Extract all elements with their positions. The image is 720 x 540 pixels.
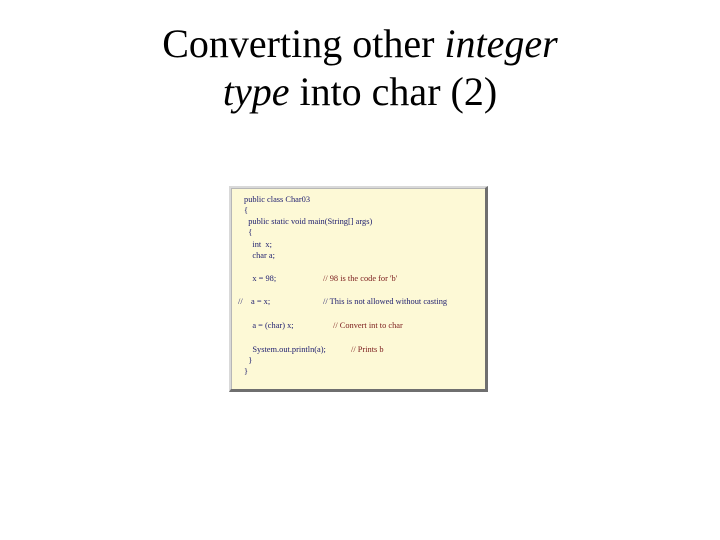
code-line-main-decl: public static void main(String[] args) <box>244 217 373 226</box>
title-text-integer: integer <box>444 21 558 66</box>
code-screenshot <box>229 186 488 392</box>
title-text-type: type <box>222 69 290 114</box>
code-comment-98-is-b: // 98 is the code for 'b' <box>323 274 398 283</box>
slide-title <box>0 20 720 116</box>
code-comment-prints-b: // Prints b <box>351 345 384 354</box>
code-comment-convert: // Convert int to char <box>333 321 403 330</box>
title-line-1 <box>0 20 720 68</box>
code-line-open-brace: { <box>244 206 249 215</box>
code-line-char-a: char a; <box>244 251 275 260</box>
code-comment-not-allowed: // This is not allowed without casting <box>323 297 448 306</box>
title-text-converting: Converting other <box>162 21 445 66</box>
code-line-class-decl: public class Char03 <box>244 195 311 204</box>
code-line-close-brace: } <box>244 367 249 376</box>
code-line-int-x: int x; <box>244 240 272 249</box>
code-line-assign-x: x = 98; <box>244 274 277 283</box>
code-line-println: System.out.println(a); <box>244 345 326 354</box>
title-line-2 <box>0 68 720 116</box>
code-line-commented-assign: // a = x; <box>238 297 271 306</box>
code-line-main-close-brace: } <box>244 356 253 365</box>
code-line-cast: a = (char) x; <box>244 321 294 330</box>
title-text-into-char: into char (2) <box>289 69 498 114</box>
code-line-main-open-brace: { <box>244 228 253 237</box>
